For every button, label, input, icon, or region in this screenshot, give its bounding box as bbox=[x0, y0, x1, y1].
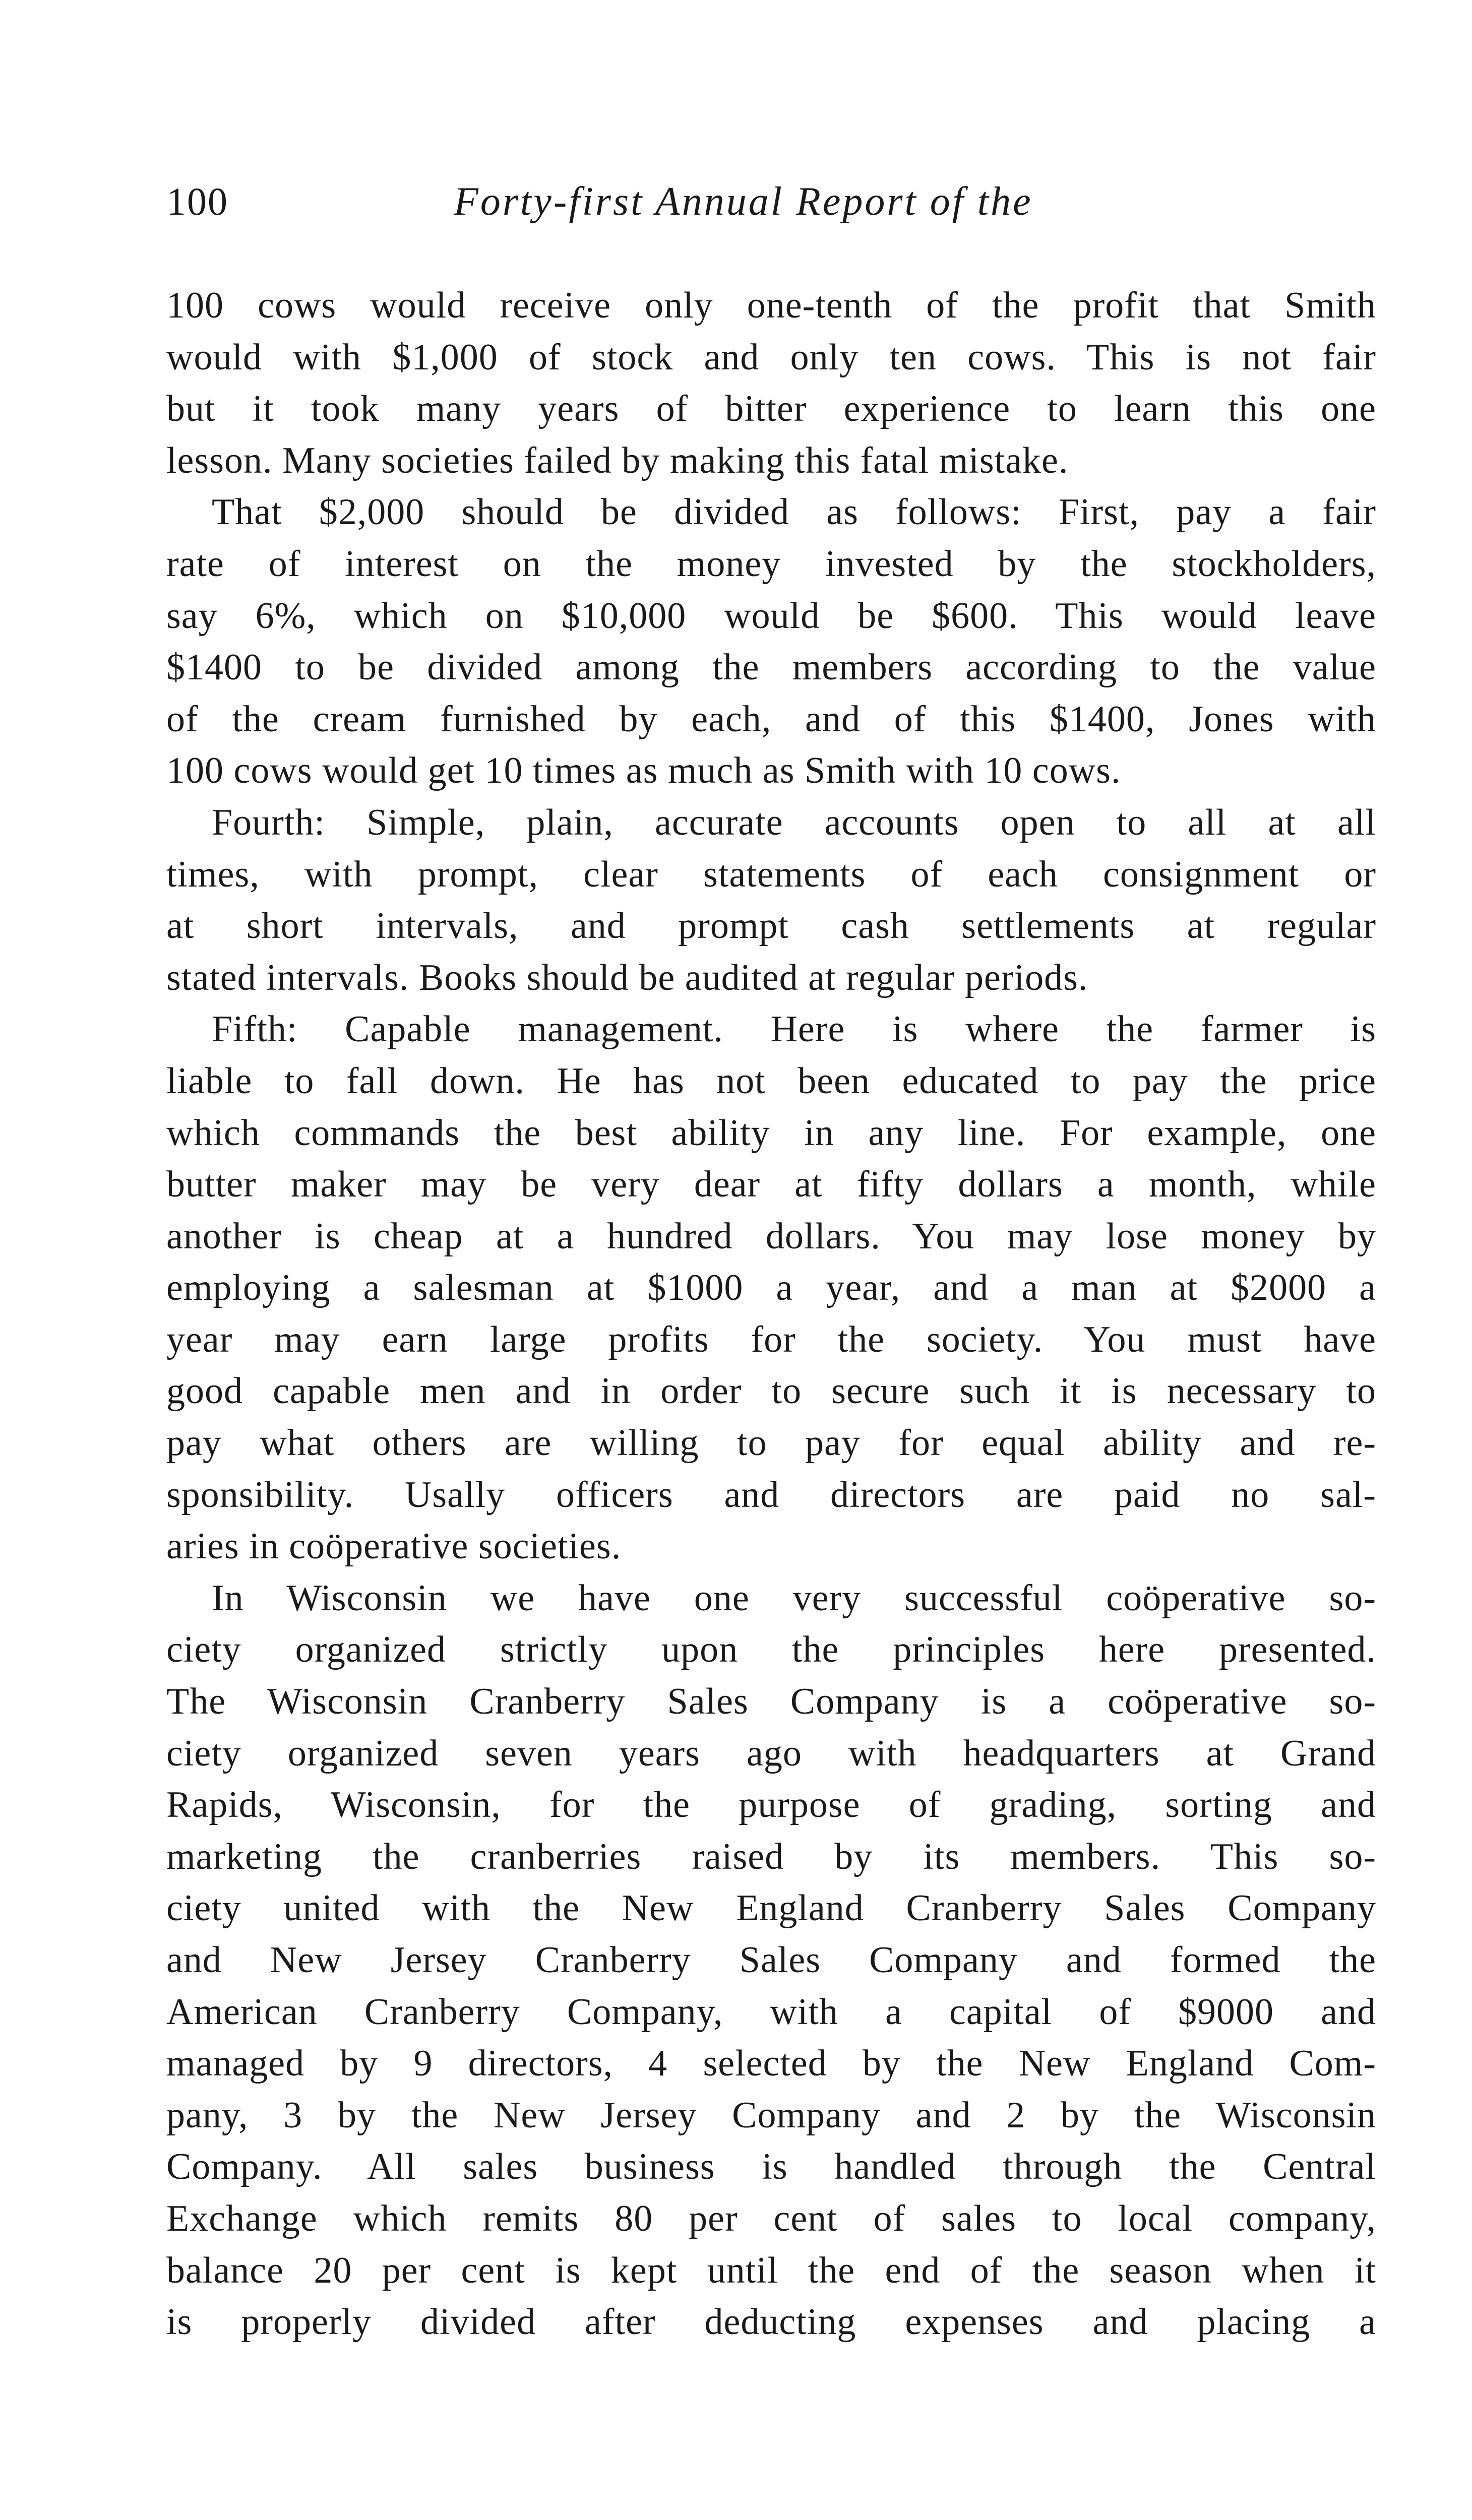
text-line: lesson. Many societies failed by making this fatal mistake. bbox=[166, 439, 1069, 481]
text-line: pay what others are willing to pay for equal ability and re- bbox=[166, 1422, 1376, 1464]
text-line: of the cream furnished by each, and of this $1400, Jones with bbox=[166, 698, 1376, 740]
text-line: Fourth: Simple, plain, accurate accounts open to all at all bbox=[212, 801, 1376, 843]
text-line: rate of interest on the money invested by the stockholders, bbox=[166, 543, 1376, 585]
text-line: and New Jersey Cranberry Sales Company and formed the bbox=[166, 1939, 1376, 1981]
running-title: Forty-first Annual Report of the bbox=[454, 179, 1033, 224]
text-line: ciety united with the New England Cranberry Sales Company bbox=[166, 1887, 1376, 1929]
text-line: say 6%, which on $10,000 would be $600. This would leave bbox=[166, 595, 1376, 637]
text-line: marketing the cranberries raised by its members. This so- bbox=[166, 1836, 1376, 1877]
text-line: employing a salesman at $1000 a year, and a man at $2000 a bbox=[166, 1267, 1376, 1309]
text-line: ciety organized seven years ago with headquarters at Grand bbox=[166, 1732, 1376, 1774]
text-line: butter maker may be very dear at fifty dollars a month, while bbox=[166, 1164, 1376, 1206]
text-line: 100 cows would receive only one-tenth of the profit that Smith bbox=[166, 285, 1376, 326]
text-line: balance 20 per cent is kept until the end of the season when it bbox=[166, 2249, 1376, 2291]
text-line: Rapids, Wisconsin, for the purpose of grading, sorting and bbox=[166, 1784, 1376, 1826]
text-line: would with $1,000 of stock and only ten cows. This is not fair bbox=[166, 336, 1376, 378]
text-line: pany, 3 by the New Jersey Company and 2 by the Wisconsin bbox=[166, 2094, 1376, 2136]
text-line: another is cheap at a hundred dollars. You may lose money by bbox=[166, 1215, 1376, 1257]
text-line: 100 cows would get 10 times as much as Smith with 10 cows. bbox=[166, 750, 1121, 792]
text-line: liable to fall down. He has not been educated to pay the price bbox=[166, 1060, 1376, 1102]
text-line: $1400 to be divided among the members according to the value bbox=[166, 647, 1376, 688]
text-line: Exchange which remits 80 per cent of sales to local company, bbox=[166, 2197, 1376, 2239]
text-line: In Wisconsin we have one very successful coöperative so- bbox=[212, 1577, 1376, 1619]
text-line: which commands the best ability in any line. For example, one bbox=[166, 1112, 1376, 1154]
text-line: sponsibility. Usally officers and directors are paid no sal- bbox=[166, 1474, 1376, 1516]
text-line: is properly divided after deducting expenses and placing a bbox=[166, 2301, 1376, 2343]
text-line: aries in coöperative societies. bbox=[166, 1526, 622, 1567]
text-line: at short intervals, and prompt cash settlements at regular bbox=[166, 905, 1376, 947]
text-line: Fifth: Capable management. Here is where the farmer is bbox=[212, 1009, 1376, 1050]
text-line: times, with prompt, clear statements of each consignment or bbox=[166, 853, 1376, 895]
text-line: Company. All sales business is handled through the Central bbox=[166, 2146, 1376, 2188]
page-number: 100 bbox=[166, 179, 228, 223]
text-line: stated intervals. Books should be audited at regular periods. bbox=[166, 957, 1088, 998]
body-text bbox=[166, 280, 1376, 2348]
text-line: ciety organized strictly upon the principles here presented. bbox=[166, 1629, 1376, 1671]
text-line: but it took many years of bitter experience to learn this one bbox=[166, 388, 1376, 430]
text-line: That $2,000 should be divided as follows: First, pay a fair bbox=[212, 491, 1376, 533]
text-line: managed by 9 directors, 4 selected by the New England Com- bbox=[166, 2043, 1376, 2085]
text-line: good capable men and in order to secure such it is necessary to bbox=[166, 1370, 1376, 1412]
text-line: The Wisconsin Cranberry Sales Company is a coöperative so- bbox=[166, 1681, 1376, 1723]
text-line: American Cranberry Company, with a capital of $9000 and bbox=[166, 1991, 1376, 2033]
text-line: year may earn large profits for the society. You must have bbox=[166, 1318, 1376, 1360]
page-header bbox=[166, 171, 1386, 232]
